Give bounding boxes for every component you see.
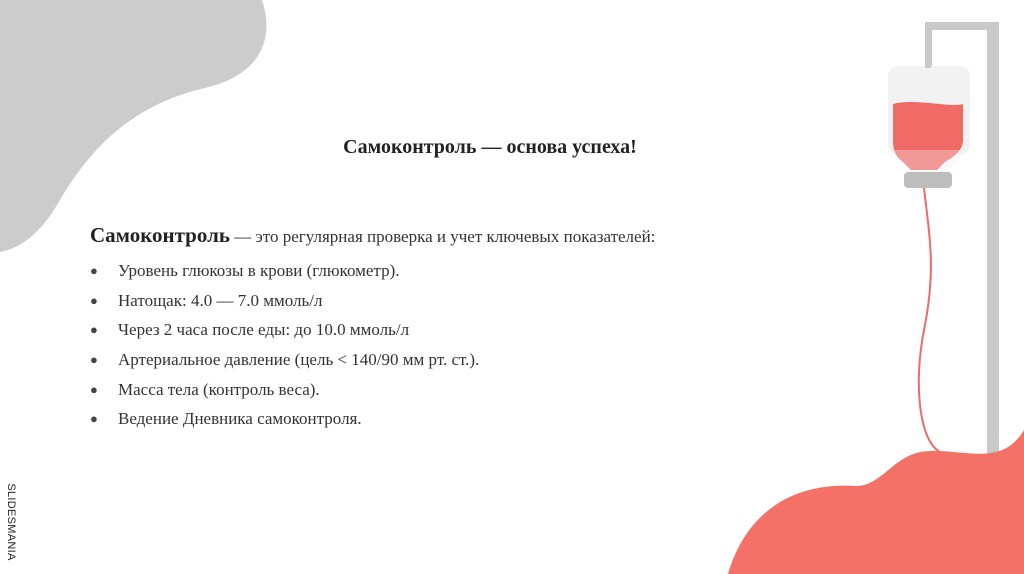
list-item xyxy=(90,345,479,375)
bullet-icon: ● xyxy=(90,352,98,368)
list-item-text: Уровень глюкозы в крови (глюкометр). xyxy=(118,261,400,280)
list-item xyxy=(90,256,479,286)
intro-term: Самоконтроль xyxy=(90,223,230,247)
gray-blob xyxy=(0,0,266,252)
list-item-text: Масса тела (контроль веса). xyxy=(118,379,320,399)
list-item xyxy=(90,404,479,434)
iv-drip-bag-icon xyxy=(888,58,970,188)
list-item xyxy=(90,375,479,405)
list-item-text: Ведение Дневника самоконтроля. xyxy=(118,409,362,429)
bullet-icon: ● xyxy=(90,411,98,427)
indicator-list xyxy=(90,256,479,434)
bullet-icon: ● xyxy=(90,263,98,278)
intro-paragraph xyxy=(90,223,850,248)
list-item-text: Натощак: 4.0 — 7.0 ммоль/л xyxy=(118,290,323,310)
bullet-icon: ● xyxy=(90,381,98,397)
brand-watermark: SLIDESMANIA xyxy=(5,483,17,561)
list-item xyxy=(90,315,479,345)
slide-title: Самоконтроль — основа успеха! xyxy=(343,136,637,158)
list-item-text: Артериальное давление (цель < 140/90 мм рт. ст.). xyxy=(118,350,480,370)
intro-definition: — это регулярная проверка и учет ключевых показателей: xyxy=(229,227,656,246)
bullet-icon: ● xyxy=(90,292,98,308)
list-item-text: Через 2 часа после еды: до 10.0 ммоль/л xyxy=(118,320,410,340)
red-blob xyxy=(728,430,1024,574)
list-item xyxy=(90,286,479,316)
iv-tube xyxy=(919,188,940,452)
bullet-icon: ● xyxy=(90,322,98,338)
